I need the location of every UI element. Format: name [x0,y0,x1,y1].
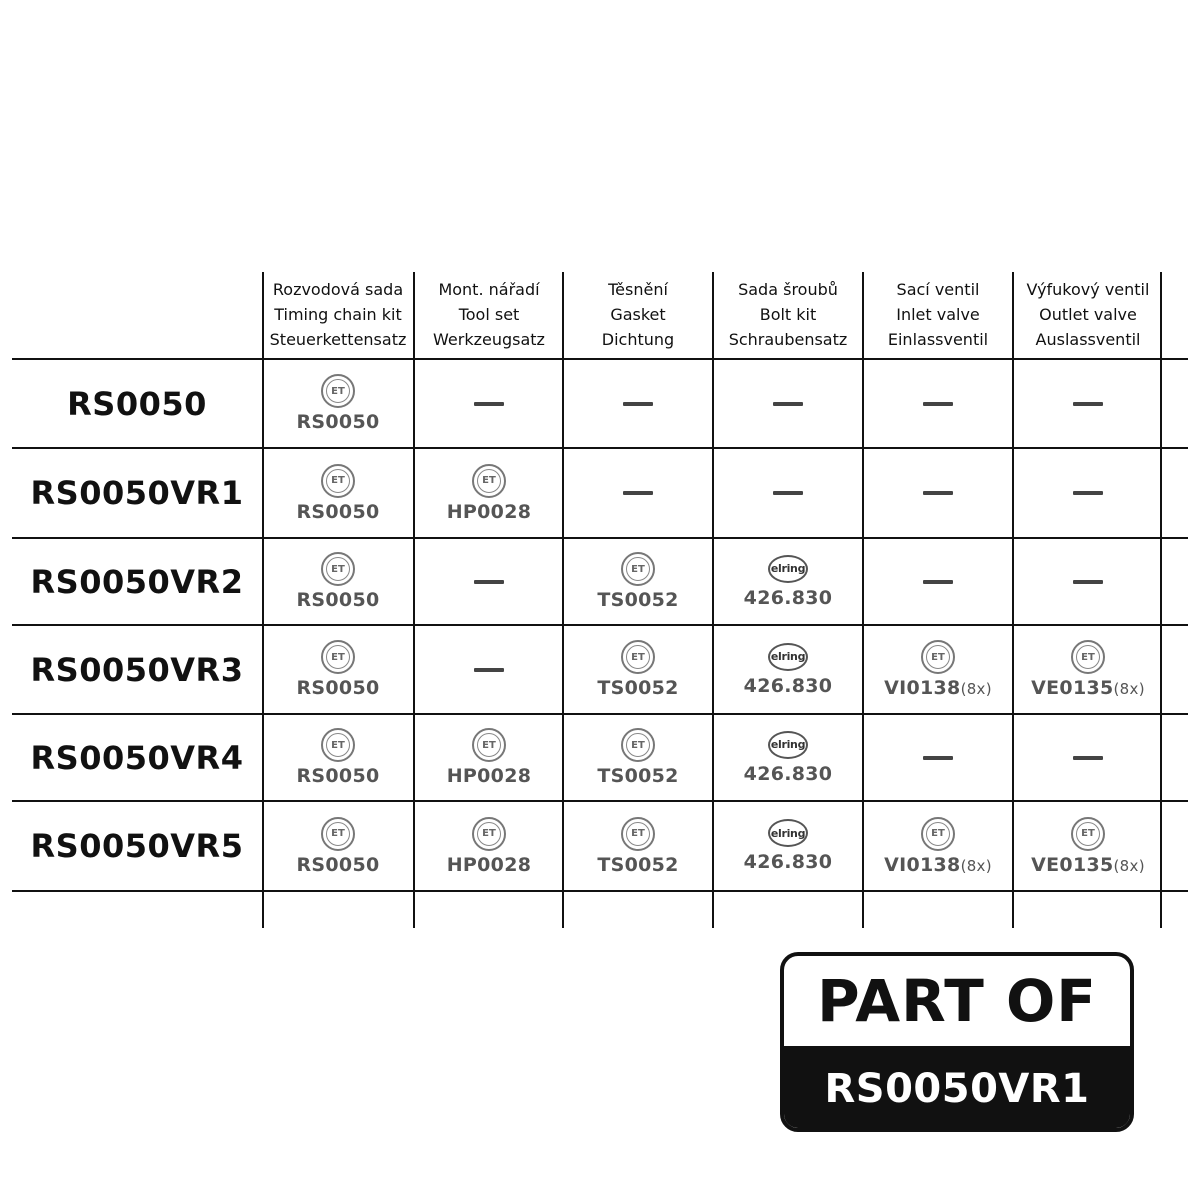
row-label: RS0050VR3 [30,650,244,689]
et-logo-icon [621,552,655,586]
et-logo-mark: ET [626,645,650,669]
table-cell [714,539,862,624]
not-included-dash [474,668,504,672]
elring-logo-icon: elring [768,731,808,759]
row-label: RS0050 [67,384,207,423]
table-cell [1014,539,1162,624]
et-logo-mark: ET [626,557,650,581]
part-code: 426.830 [743,762,833,785]
et-logo-mark: ET [477,469,501,493]
table-cell [564,802,712,890]
et-logo-icon [921,640,955,674]
column-header [713,272,863,356]
elring-logo-icon: elring [768,643,808,671]
part-number [744,763,833,785]
part-number [744,851,833,873]
part-code: VE0135 [1031,853,1114,876]
table-cell [564,539,712,624]
row-label: RS0050VR2 [30,562,244,601]
part-number [297,765,380,787]
not-included-dash [1073,402,1103,406]
table-cell [714,715,862,800]
table-cell [1014,360,1162,447]
column-header-line: Bolt kit [759,304,817,324]
part-quantity: (8x) [1113,856,1145,875]
part-code: RS0050 [296,589,380,611]
table-cell [264,449,412,537]
et-logo-mark: ET [626,733,650,757]
part-code: VE0135 [1031,677,1114,699]
et-logo-mark: ET [326,557,350,581]
et-logo-icon [321,374,355,408]
not-included-dash [1073,756,1103,760]
part-number [447,854,532,876]
not-included-dash [923,402,953,406]
not-included-dash [623,402,653,406]
part-number [744,675,833,697]
part-number [297,589,380,611]
part-code: RS0050 [296,853,380,876]
part-code: TS0052 [597,853,679,876]
row-divider [12,890,1188,892]
table-cell [264,360,412,447]
table-cell [415,715,563,800]
part-number [297,677,380,699]
column-header-line: Inlet valve [896,304,980,324]
badge-kit-code: RS0050VR1 [784,1046,1130,1132]
table-cell [415,626,563,713]
part-code: RS0050 [296,765,380,787]
column-header [263,272,413,356]
table-cell [564,715,712,800]
table-cell [264,626,412,713]
column-header-line: Timing chain kit [274,304,402,324]
column-header-line: Einlassventil [887,329,989,349]
table-cell [564,449,712,537]
column-header-line: Dichtung [601,329,675,349]
elring-logo-icon: elring [768,555,808,583]
part-code: VI0138 [884,677,961,699]
row-label: RS0050VR1 [30,474,244,512]
table-cell [864,715,1012,800]
column-header-line: Gasket [610,304,666,324]
part-quantity: (8x) [1113,680,1145,698]
column-header [1013,272,1163,356]
et-logo-icon [621,640,655,674]
table-cell [415,360,563,447]
part-code: HP0028 [446,853,532,876]
table-cell [1014,449,1162,537]
part-number [1031,677,1145,699]
et-logo-mark: ET [326,379,350,403]
et-logo-icon [1071,640,1105,674]
et-logo-icon [321,464,355,498]
et-logo-icon [472,817,506,851]
table-cell [714,802,862,890]
part-number [597,589,678,611]
table-cell [864,539,1012,624]
et-logo-icon [621,728,655,762]
column-header-line: Schraubensatz [728,329,848,349]
table-cell [415,449,563,537]
et-logo-mark: ET [926,645,950,669]
table-cell [864,449,1012,537]
et-logo-icon [321,728,355,762]
not-included-dash [474,402,504,406]
part-number [884,677,992,699]
table-cell [1014,802,1162,890]
part-code: TS0052 [597,677,679,699]
et-logo-mark: ET [626,822,650,846]
column-header-line: Mont. nářadí [438,279,540,299]
row-label: RS0050VR5 [30,827,244,865]
column-header [563,272,713,356]
et-logo-mark: ET [477,733,501,757]
table-cell [264,802,412,890]
part-code: VI0138 [884,853,961,876]
part-number [1031,854,1145,876]
part-code: 426.830 [743,586,833,609]
et-logo-icon [472,728,506,762]
part-code: RS0050 [296,411,380,433]
not-included-dash [923,756,953,760]
part-number [744,587,833,609]
table-cell [264,715,412,800]
not-included-dash [773,491,803,495]
table-cell [714,449,862,537]
table-cell [264,539,412,624]
column-header-line: Výfukový ventil [1026,279,1150,299]
column-header [414,272,564,356]
et-logo-mark: ET [326,469,350,493]
part-number [447,501,532,523]
part-quantity: (8x) [960,856,992,875]
not-included-dash [1073,491,1103,495]
part-number [884,854,992,876]
table-cell [415,802,563,890]
et-logo-mark: ET [326,733,350,757]
et-logo-mark: ET [326,645,350,669]
part-of-badge [780,952,1134,1132]
column-header-line: Werkzeugsatz [433,329,545,349]
part-code: TS0052 [597,765,679,787]
part-code: 426.830 [743,674,833,697]
part-number [297,501,380,523]
table-cell [714,626,862,713]
part-number [297,411,380,433]
part-code: RS0050 [296,677,380,699]
column-header-line: Rozvodová sada [272,279,404,299]
not-included-dash [773,402,803,406]
elring-logo-icon: elring [768,819,808,847]
column-header-line: Těsnění [608,279,668,299]
part-code: TS0052 [597,589,679,611]
part-number [447,765,532,787]
table-cell [1014,626,1162,713]
row-label: RS0050VR4 [30,738,244,777]
et-logo-mark: ET [477,822,501,846]
table-cell [564,360,712,447]
not-included-dash [923,491,953,495]
not-included-dash [623,491,653,495]
et-logo-icon [921,817,955,851]
et-logo-icon [621,817,655,851]
table-cell [564,626,712,713]
table-cell [415,539,563,624]
part-quantity: (8x) [960,680,992,698]
part-code: RS0050 [296,500,380,523]
column-header-line: Auslassventil [1035,329,1141,349]
column-header-line: Outlet valve [1039,304,1137,324]
et-logo-mark: ET [1076,645,1100,669]
not-included-dash [923,580,953,584]
table-cell [864,626,1012,713]
table-cell [714,360,862,447]
table-cell [864,802,1012,890]
column-header [863,272,1013,356]
table-cell [1014,715,1162,800]
part-code: HP0028 [446,765,532,787]
column-header-line: Steuerkettensatz [269,329,407,349]
et-logo-mark: ET [1076,822,1100,846]
column-header-line: Sací ventil [896,279,980,299]
not-included-dash [474,580,504,584]
part-code: 426.830 [743,851,833,873]
part-number [597,854,678,876]
et-logo-icon [1071,817,1105,851]
et-logo-mark: ET [926,822,950,846]
et-logo-icon [321,640,355,674]
et-logo-icon [472,464,506,498]
column-header-line: Tool set [458,304,520,324]
et-logo-mark: ET [326,822,350,846]
et-logo-icon [321,817,355,851]
column-header-line: Sada šroubů [738,279,838,299]
part-code: HP0028 [446,500,532,523]
part-number [597,765,678,787]
part-number [597,677,678,699]
table-cell [864,360,1012,447]
badge-heading: PART OF [817,967,1097,1035]
et-logo-icon [321,552,355,586]
part-number [297,854,380,876]
not-included-dash [1073,580,1103,584]
